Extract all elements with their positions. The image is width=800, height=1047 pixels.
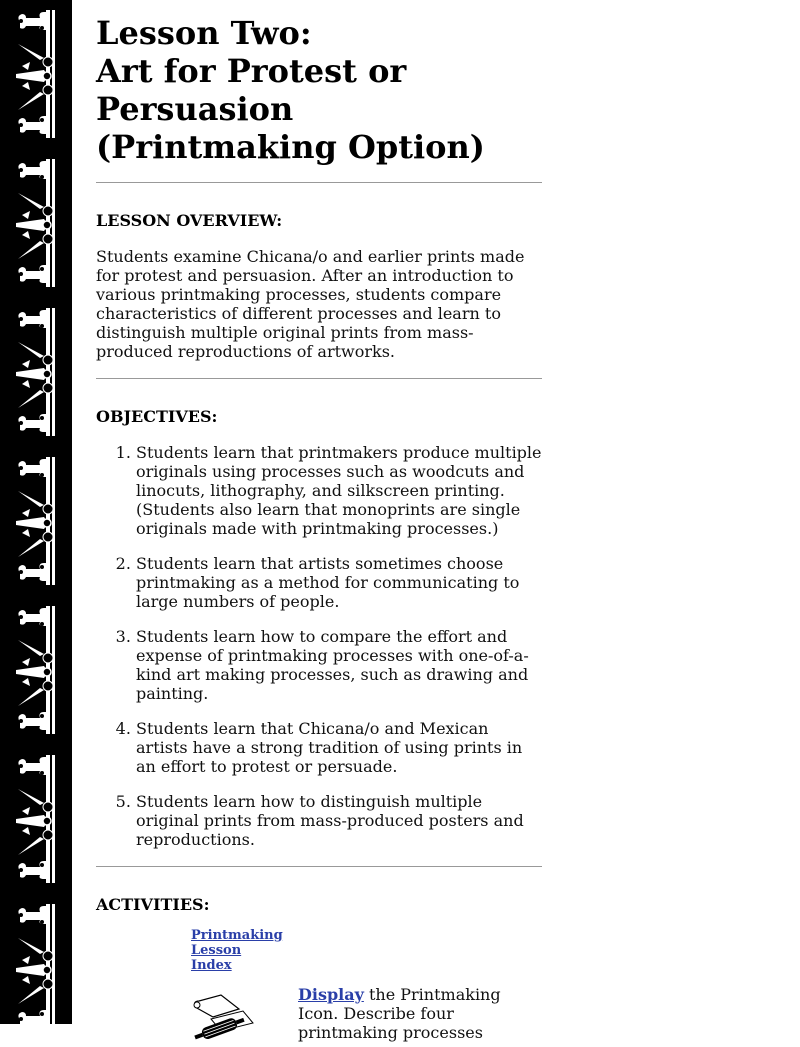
divider (96, 378, 542, 379)
printmaking-lesson-index-link[interactable] (191, 928, 283, 973)
objective-item: 5. Students learn how to distinguish multiple original prints from mass-produced posters and reproductions. (136, 792, 542, 849)
main-content (96, 0, 542, 1047)
objective-item: 2. Students learn that artists sometimes choose printmaking as a method for communicating to large numbers of people. (136, 554, 542, 611)
activity-row (96, 985, 542, 1047)
overview-heading: LESSON OVERVIEW: (96, 211, 283, 230)
title-line-1: Lesson Two: (96, 14, 312, 52)
overview-text: Students examine Chicana/o and earlier prints made for protest and persuasion. After an introduction to various printmaking processes, students compare characteristics of different processes and learn to distinguish multiple original prints from mass-produced reproductions of artworks. (96, 247, 525, 361)
divider (96, 866, 542, 867)
scroll-ornament-icon (0, 0, 72, 1024)
display-link[interactable]: Display (298, 985, 364, 1004)
activities-heading: ACTIVITIES: (96, 895, 210, 914)
objectives-list (96, 443, 542, 849)
link-line: Printmaking (191, 928, 283, 943)
decorative-sidebar (0, 0, 72, 1024)
lesson-index-link-block (191, 928, 542, 973)
title-line-2: Art for Protest or (96, 52, 407, 90)
title-line-3: Persuasion (96, 90, 294, 128)
activity-1-text (298, 985, 513, 1047)
printing-press-icon (191, 985, 291, 1047)
link-line: Lesson (191, 943, 242, 958)
objective-item: 3. Students learn how to compare the effort and expense of printmaking processes with one-of-a-kind art making processes, such as drawing and painting. (136, 627, 542, 703)
objectives-heading: OBJECTIVES: (96, 407, 218, 426)
objective-item: 1. Students learn that printmakers produce multiple originals using processes such as woodcuts and linocuts, lithography, and silkscreen printing. (Students also learn that monoprints are single originals made with printmaking processes.) (136, 443, 542, 538)
page-title (96, 14, 542, 166)
link-line: Index (191, 958, 232, 973)
activity-1-description: the Printmaking Icon. Describe four printmaking processes (298, 985, 501, 1042)
objective-item: 4. Students learn that Chicana/o and Mexican artists have a strong tradition of using prints in an effort to protest or persuade. (136, 719, 542, 776)
divider (96, 182, 542, 183)
title-line-4: (Printmaking Option) (96, 128, 485, 166)
